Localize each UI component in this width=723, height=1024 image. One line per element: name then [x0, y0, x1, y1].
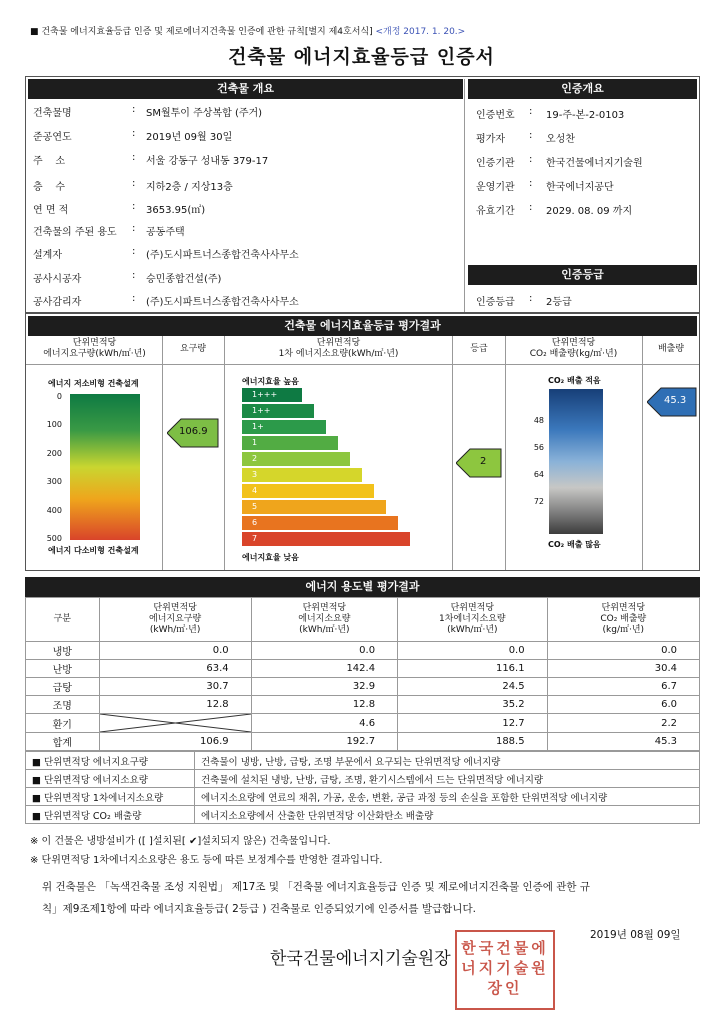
cert-grade-header: 인증등급 [468, 265, 697, 285]
demand-tick: 300 [46, 477, 62, 486]
col-divider [452, 336, 453, 570]
demand-value: 106.9 [179, 426, 208, 437]
usage-col-header: 단위면적당 CO₂ 배출량 (kg/㎡·년) [547, 598, 699, 642]
definition-row [26, 770, 700, 788]
regulation-text: ■ 건축물 에너지효율등급 인증 및 제로에너지건축물 인증에 관한 규칙[별지 제4호서식] [30, 27, 373, 37]
usage-section [25, 577, 700, 824]
not-applicable-cell [99, 714, 251, 733]
cell-primary: 24.5 [398, 678, 548, 696]
definition-term: ■ 단위면적당 에너지요구량 [26, 752, 195, 770]
main-use-value: 공동주택 [146, 227, 185, 238]
definition-term: ■ 단위면적당 1차에너지소요량 [26, 788, 195, 806]
definition-row [26, 752, 700, 770]
evaluation-section [25, 313, 700, 571]
cell-co2: 45.3 [547, 733, 699, 751]
cert-agency-label: 인증기관 [476, 158, 515, 169]
cell-demand: 0.0 [99, 642, 251, 660]
validity-label: 유효기간 [476, 206, 515, 217]
demand-gradient-bar [70, 394, 140, 540]
cell-demand: 63.4 [99, 660, 251, 678]
header-rule [26, 364, 699, 365]
building-name-label: 건축물명 [33, 108, 72, 119]
operator-label: 운영기관 [476, 182, 515, 193]
designer-label: 설계자 [33, 250, 62, 261]
cell-demand: 12.8 [99, 696, 251, 714]
cell-co2: 6.7 [547, 678, 699, 696]
row-name: 급탕 [26, 678, 100, 696]
definition-row [26, 806, 700, 824]
usage-table [25, 597, 700, 751]
supervisor-label: 공사감리자 [33, 297, 82, 308]
cell-primary: 12.7 [398, 714, 548, 733]
table-row [26, 678, 700, 696]
cert-grade-label: 인증등급 [476, 297, 515, 308]
issuer-name: 한국건물에너지기술원장 [270, 949, 451, 969]
demand-pointer [167, 418, 219, 448]
evaluation-header: 건축물 에너지효율등급 평가결과 [28, 316, 697, 336]
co2-low-label: CO₂ 배출 적음 [548, 376, 601, 385]
col-grade-header: 등급 [470, 344, 488, 354]
contractor-value: 승민종합건설(주) [146, 274, 222, 285]
cell-primary: 35.2 [398, 696, 548, 714]
cell-demand: 30.7 [99, 678, 251, 696]
col-req-header: 요구량 [179, 344, 207, 354]
cell-consumption: 192.7 [251, 733, 397, 751]
efficiency-low-label: 에너지효율 낮음 [242, 553, 299, 562]
definition-desc: 에너지소요량에 연료의 채취, 가공, 운송, 변환, 공급 과정 등의 손실을 포함한 단위면적당 에너지량 [195, 788, 700, 806]
usage-col-header: 구분 [26, 598, 100, 642]
cell-co2: 0.0 [547, 642, 699, 660]
completion-label: 준공연도 [33, 132, 72, 143]
operator-value: 한국에너지공단 [546, 182, 614, 193]
co2-value: 45.3 [664, 395, 687, 406]
definition-desc: 에너지소요량에서 산출한 단위면적당 이산화탄소 배출량 [195, 806, 700, 824]
validity-value: 2029. 08. 09 까지 [546, 206, 633, 217]
cell-consumption: 12.8 [251, 696, 397, 714]
co2-tick: 72 [533, 497, 544, 506]
grade-bar-6: 6 [242, 516, 398, 530]
building-overview-header: 건축물 개요 [28, 79, 463, 99]
table-row [26, 660, 700, 678]
grade-bar-1: 1 [242, 436, 338, 450]
table-row [26, 696, 700, 714]
primary-energy-footnote: ※ 단위면적당 1차에너지소요량은 용도 등에 따른 보정계수를 반영한 결과입니다. [30, 855, 383, 866]
col-divider [162, 336, 163, 570]
row-name: 환기 [26, 714, 100, 733]
evaluator-label: 평가자 [476, 134, 505, 145]
cell-primary: 188.5 [398, 733, 548, 751]
overview-section: 건축물 개요 인증개요 건축물명 : SM월투이 주상복합 (주거) 준공연도 : 2019년 09월 30일 주 소 : 서울 강동구 성내동 379-17 층 수 : 지하2층 / 지상13층 연 면 적 : 3653.95(㎡) 건축물의 주된 용도 : 공동주택 설계자 : (주)도시파트너스종합건축사사무소 공사시공자 : 승민종합건설(주) 공사감리자 : (주)도시파트너스종합건축사사무소 인증번호 : 19-주-본-2-0103 평가자 : 오성찬 인증기관 : 한국건물에너지기술원 운영기관 : 한국에너지공단 유효기간 : 2029. 08. 09 까지 인증등급 인증등급 : 2등급 [25, 76, 700, 313]
cell-co2: 2.2 [547, 714, 699, 733]
cell-primary: 0.0 [398, 642, 548, 660]
supervisor-value: (주)도시파트너스종합건축사사무소 [146, 297, 299, 308]
col-demand-header: 단위면적당 에너지요구량(kWh/㎡·년) [43, 338, 146, 359]
demand-bottom-label: 에너지 다소비형 건축설계 [48, 546, 139, 555]
col-co2-header: 단위면적당 CO₂ 배출량(kg/㎡·년) [529, 338, 618, 359]
col-divider [224, 336, 225, 570]
page-title: 건축물 에너지효율등급 인증서 [228, 46, 495, 68]
grade-bar-2: 2 [242, 452, 350, 466]
col-primary-header: 단위면적당 1차 에너지소요량(kWh/㎡·년) [278, 338, 399, 359]
demand-top-label: 에너지 저소비형 건축설계 [48, 379, 139, 388]
cell-consumption: 4.6 [251, 714, 397, 733]
definition-desc: 건축물이 냉방, 난방, 급탕, 조명 부문에서 요구되는 단위면적당 에너지량 [195, 752, 700, 770]
co2-tick: 56 [533, 443, 544, 452]
seal-text: 한국건물에너지기술원장인 [461, 939, 549, 997]
grade-bar-1p: 1+ [242, 420, 326, 434]
grade-pointer-arrow [456, 448, 502, 478]
demand-tick: 500 [46, 534, 62, 543]
grade-bar-1pp: 1++ [242, 404, 314, 418]
row-name: 조명 [26, 696, 100, 714]
co2-pointer [647, 387, 697, 417]
table-row [26, 714, 700, 733]
grade-bar-5: 5 [242, 500, 386, 514]
building-name-value: SM월투이 주상복합 (주거) [146, 108, 263, 119]
cell-primary: 116.1 [398, 660, 548, 678]
col-divider [505, 336, 506, 570]
row-name: 냉방 [26, 642, 100, 660]
row-name: 난방 [26, 660, 100, 678]
completion-value: 2019년 09월 30일 [146, 132, 233, 143]
cross-mark-icon [100, 714, 251, 732]
grade-bar-4: 4 [242, 484, 374, 498]
issue-date: 2019년 08월 09일 [590, 929, 681, 941]
cert-agency-value: 한국건물에너지기술원 [546, 158, 643, 169]
co2-tick: 64 [533, 470, 544, 479]
amendment-date: <개정 2017. 1. 20.> [375, 27, 466, 37]
certification-statement [42, 876, 702, 920]
cell-co2: 6.0 [547, 696, 699, 714]
cooling-footnote: ※ 이 건물은 냉방설비가 ([ ]설치된[ ✔]설치되지 않은) 건축물입니다. [30, 836, 331, 847]
col-divider [642, 336, 643, 570]
efficiency-high-label: 에너지효율 높음 [242, 377, 299, 386]
co2-high-label: CO₂ 배출 많음 [548, 540, 601, 549]
floors-label: 층 수 [33, 182, 66, 193]
cell-demand: 106.9 [99, 733, 251, 751]
usage-col-header: 단위면적당 에너지요구량 (kWh/㎡·년) [99, 598, 251, 642]
demand-tick: 0 [56, 392, 62, 401]
co2-tick: 48 [533, 416, 544, 425]
address-value: 서울 강동구 성내동 379-17 [146, 156, 269, 167]
definition-row [26, 788, 700, 806]
cert-grade-value: 2등급 [546, 297, 572, 308]
regulation-note [30, 24, 465, 37]
designer-value: (주)도시파트너스종합건축사사무소 [146, 250, 299, 261]
grade-pointer [456, 448, 502, 478]
cell-consumption: 0.0 [251, 642, 397, 660]
definition-term: ■ 단위면적당 CO₂ 배출량 [26, 806, 195, 824]
demand-tick: 400 [46, 506, 62, 515]
usage-col-header: 단위면적당 에너지소요량 (kWh/㎡·년) [251, 598, 397, 642]
main-use-label: 건축물의 주된 용도 [33, 227, 117, 238]
floor-area-label: 연 면 적 [33, 205, 69, 216]
definition-desc: 건축물에 설치된 냉방, 난방, 급탕, 조명, 환기시스템에서 드는 단위면적당 에너지량 [195, 770, 700, 788]
contractor-label: 공사시공자 [33, 274, 82, 285]
usage-col-header: 단위면적당 1차에너지소요량 (kWh/㎡·년) [398, 598, 548, 642]
cell-co2: 30.4 [547, 660, 699, 678]
table-row [26, 642, 700, 660]
cert-number-label: 인증번호 [476, 110, 515, 121]
usage-header: 에너지 용도별 평가결과 [25, 577, 700, 597]
floor-area-value: 3653.95(㎡) [146, 205, 206, 216]
statement-line: 위 건축물은 「녹색건축물 조성 지원법」 제17조 및 「건축물 에너지효율등급 인증 및 제로에너지건축물 인증에 관한 규 [42, 881, 591, 893]
col-emission-header: 배출량 [657, 344, 685, 354]
cell-consumption: 32.9 [251, 678, 397, 696]
cert-number-value: 19-주-본-2-0103 [546, 110, 625, 121]
grade-bar-3: 3 [242, 468, 362, 482]
co2-gradient-bar [549, 389, 603, 534]
cell-consumption: 142.4 [251, 660, 397, 678]
demand-tick: 100 [46, 420, 62, 429]
grade-bar-1ppp: 1+++ [242, 388, 302, 402]
definition-term: ■ 단위면적당 에너지소요량 [26, 770, 195, 788]
cert-overview-header: 인증개요 [468, 79, 697, 99]
statement-line: 칙」제9조제1항에 따라 에너지효율등급( 2등급 ) 건축물로 인증되었기에 인증서를 발급합니다. [42, 903, 476, 915]
floors-value: 지하2층 / 지상13층 [146, 182, 233, 193]
row-name: 합계 [26, 733, 100, 751]
table-row-total [26, 733, 700, 751]
evaluator-value: 오성찬 [546, 134, 575, 145]
address-label: 주 소 [33, 156, 66, 167]
section-divider [464, 79, 465, 312]
official-seal-stamp [455, 930, 555, 1010]
definitions-table [25, 751, 700, 824]
demand-tick: 200 [46, 449, 62, 458]
grade-bar-7: 7 [242, 532, 410, 546]
grade-pointer-value: 2 [480, 456, 487, 467]
